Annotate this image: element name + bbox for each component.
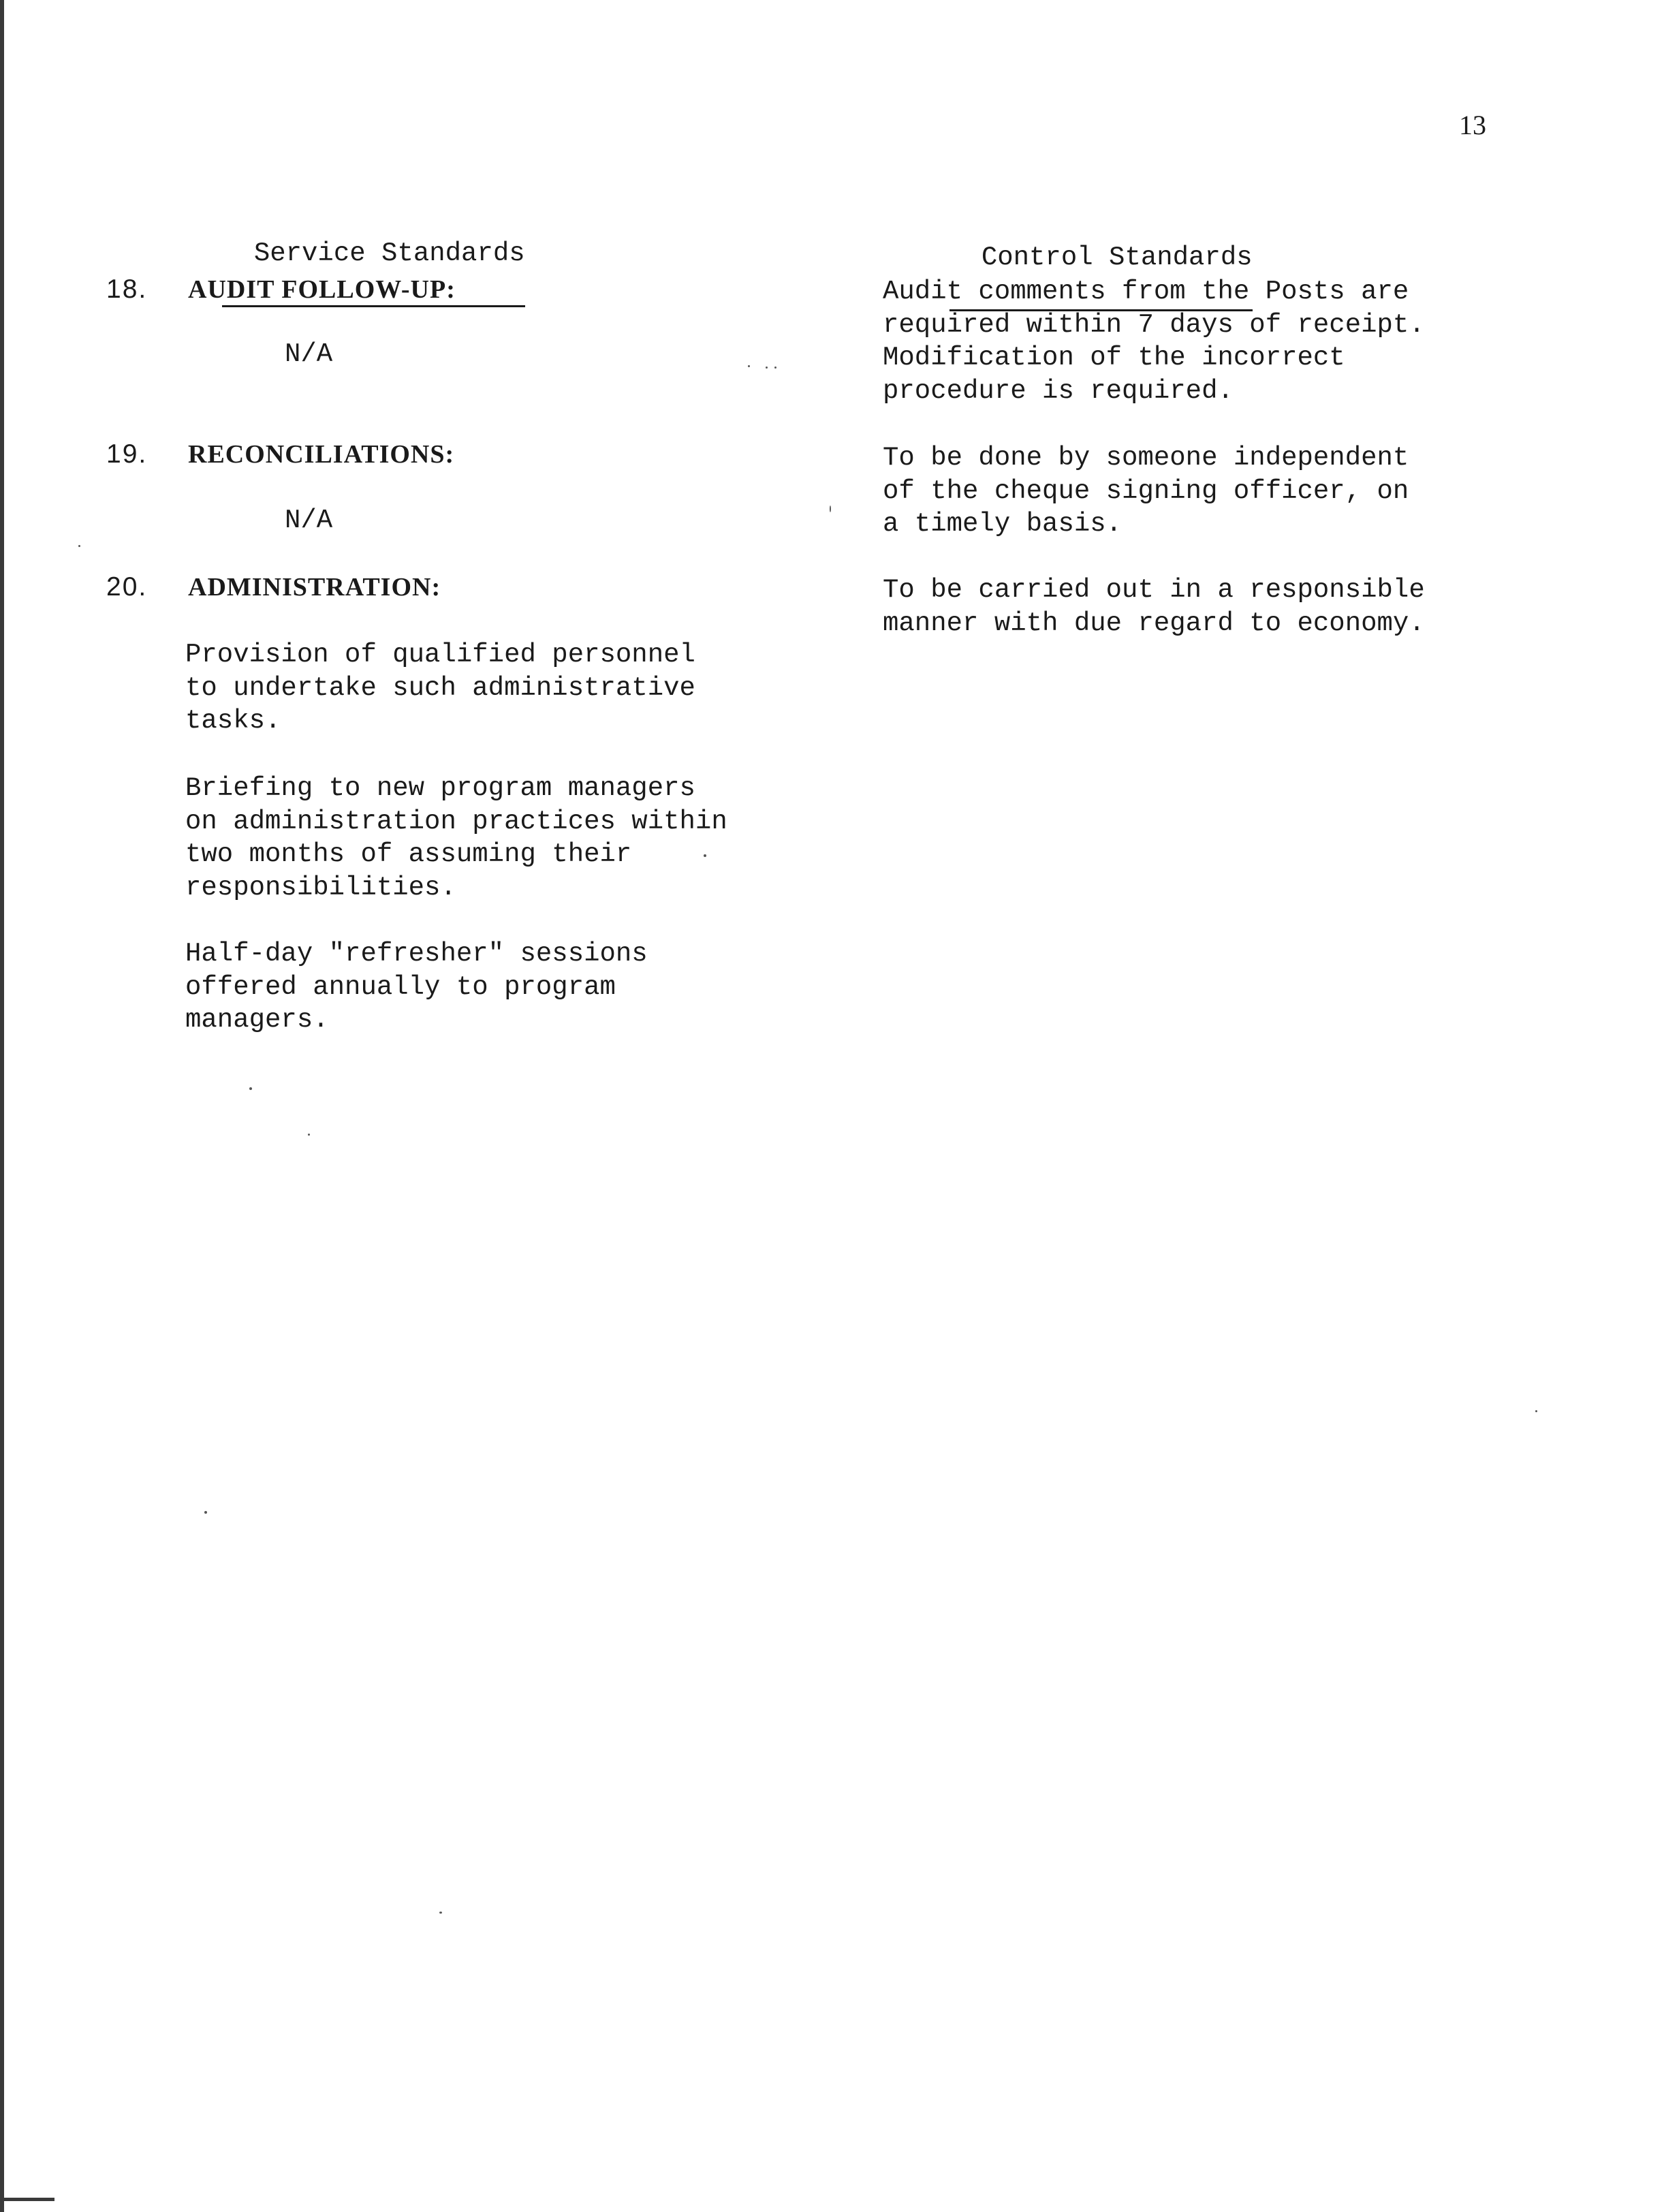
item-19-title: RECONCILIATIONS: — [188, 440, 455, 469]
scan-speck — [308, 1134, 310, 1136]
item-19-number: 19. — [106, 439, 148, 469]
item-18-number: 18. — [106, 275, 148, 304]
item-18-service-na: N/A — [285, 339, 333, 369]
service-standards-heading-text: Service Standards — [253, 238, 525, 268]
scan-speck — [748, 365, 750, 367]
item-20-number: 20. — [106, 572, 148, 602]
item-20-service-paragraph-1: Provision of qualified personnel to undertake such administrative tasks. — [185, 640, 695, 736]
scan-speck — [1535, 1410, 1537, 1412]
item-19-control-text: To be done by someone independent of the cheque signing officer, on a timely basis. — [883, 443, 1409, 539]
item-18-control-text: Audit comments from the Posts are required within 7 days of receipt. Modification of the incorrect procedure is required. — [883, 277, 1425, 406]
scan-speck — [774, 367, 776, 369]
scan-speck — [249, 1087, 252, 1090]
item-18-title: AUDIT FOLLOW-UP: — [188, 275, 456, 304]
item-20-service-paragraph-2: Briefing to new program managers on administration practices within two months of assuming their responsibilities. — [185, 773, 727, 903]
page-bottom-edge — [0, 2198, 54, 2201]
item-20-service-paragraph-3: Half-day "refresher" sessions offered annually to program managers. — [185, 939, 648, 1035]
scan-speck — [704, 854, 706, 857]
scan-speck — [78, 545, 80, 547]
scan-speck — [439, 1912, 442, 1914]
item-20-control-text: To be carried out in a responsible manner with due regard to economy. — [883, 575, 1425, 638]
scan-speck — [766, 367, 768, 369]
scan-speck — [830, 505, 831, 512]
page-number: 13 — [1459, 110, 1486, 140]
control-standards-heading-text: Control Standards — [981, 243, 1253, 272]
item-19-service-na: N/A — [285, 505, 333, 535]
scan-speck — [204, 1511, 207, 1514]
item-20-title: ADMINISTRATION: — [188, 573, 441, 602]
page-left-edge — [0, 0, 4, 2212]
